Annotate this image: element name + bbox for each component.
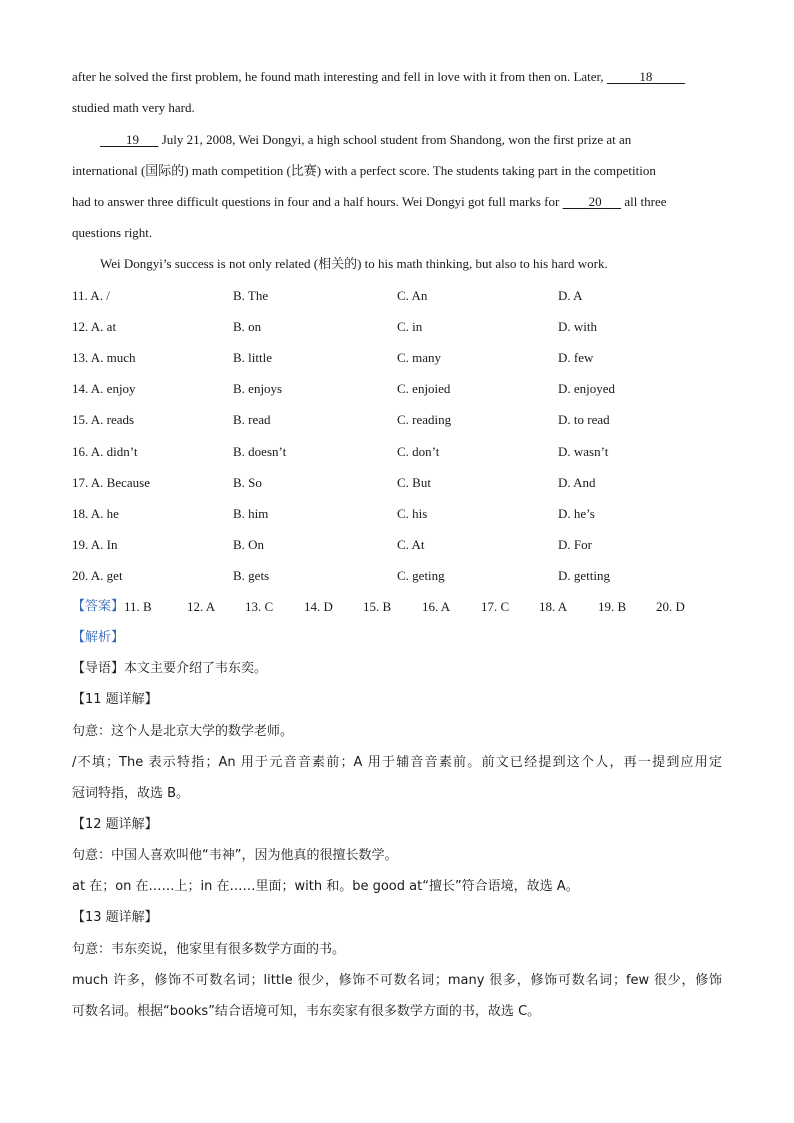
option-d: D. getting	[558, 568, 610, 583]
passage-text: had to answer three difficult questions in four and a half hours. Wei Dongyi got full marks for	[72, 194, 563, 209]
answer-label: 【答案】	[72, 599, 125, 614]
q13-explanation: much 许多，修饰不可数名词；little 很少，修饰不可数名词；many 很多，修饰可数名词；few 很少，修饰	[72, 973, 722, 988]
option-row-11	[72, 287, 732, 305]
option-a: 12. A. at	[72, 319, 117, 334]
passage-line: Wei Dongyi’s success is not only related (相关的) to his math thinking, but also to his hard work.	[100, 256, 608, 271]
q13-explanation: 可数名词。根据“books”结合语境可知，韦东奕家有很多数学方面的书，故选 C。	[72, 1004, 541, 1019]
option-d: D. few	[558, 350, 594, 365]
blank-19: 19	[126, 132, 139, 147]
option-b: B. The	[233, 288, 269, 303]
option-c: C. geting	[397, 568, 445, 583]
option-b: B. him	[233, 506, 269, 521]
answer-item: 13. C	[245, 599, 274, 614]
blank-18: 18	[639, 69, 653, 84]
option-row-18	[72, 505, 732, 523]
option-d: D. A	[558, 288, 583, 303]
option-row-12	[72, 318, 732, 336]
option-row-14	[72, 380, 732, 398]
q13-title: 【13 题详解】	[72, 910, 158, 925]
q11-meaning: 句意：这个人是北京大学的数学老师。	[72, 724, 294, 739]
option-a: 17. A. Because	[72, 475, 150, 490]
option-d: D. For	[558, 537, 592, 552]
option-row-17	[72, 474, 732, 492]
option-d: D. wasn’t	[558, 444, 609, 459]
option-b: B. little	[233, 350, 272, 365]
intro-tag: 【导语】	[72, 661, 125, 676]
option-d: D. with	[558, 319, 597, 334]
option-row-15	[72, 411, 732, 429]
option-row-20	[72, 567, 732, 585]
option-c: C. reading	[397, 412, 452, 427]
answer-item: 11. B	[124, 599, 152, 614]
option-row-16	[72, 443, 732, 461]
q12-explanation: at 在；on 在……上；in 在……里面；with 和。be good at“擅长”符合语境，故选 A。	[72, 879, 579, 894]
answer-item: 16. A	[422, 599, 451, 614]
q13-meaning: 句意：韦东奕说，他家里有很多数学方面的书。	[72, 942, 346, 957]
passage-line: studied math very hard.	[72, 100, 195, 115]
option-b: B. gets	[233, 568, 270, 583]
option-a: 15. A. reads	[72, 412, 135, 427]
option-a: 18. A. he	[72, 506, 119, 521]
option-b: B. read	[233, 412, 271, 427]
option-b: B. enjoys	[233, 381, 283, 396]
q12-meaning: 句意：中国人喜欢叫他“韦神”，因为他真的很擅长数学。	[72, 848, 398, 863]
option-d: D. he’s	[558, 506, 595, 521]
option-d: D. And	[558, 475, 596, 490]
option-a: 20. A. get	[72, 568, 123, 583]
option-a: 16. A. didn’t	[72, 444, 138, 459]
intro-text: 本文主要介绍了韦东奕。	[124, 661, 268, 676]
q11-explanation: 冠词特指，故选 B。	[72, 786, 190, 801]
blank-20: 20	[588, 194, 602, 209]
option-c: C. his	[397, 506, 428, 521]
option-c: C. in	[397, 319, 423, 334]
passage-text: all three	[621, 194, 667, 209]
q11-title: 【11 题详解】	[72, 692, 158, 707]
intro-line	[72, 660, 267, 678]
q11-explanation: /不填；The 表示特指；An 用于元音音素前；A 用于辅音音素前。前文已经提到这个人，再一提到应用定	[72, 755, 722, 770]
option-c: C. An	[397, 288, 428, 303]
answer-item: 14. D	[304, 599, 333, 614]
option-b: B. On	[233, 537, 265, 552]
answer-item: 12. A	[187, 599, 216, 614]
passage-text: after he solved the first problem, he found math interesting and fell in love with it from then on. Later,	[72, 69, 607, 84]
option-d: D. enjoyed	[558, 381, 616, 396]
answer-item: 20. D	[656, 599, 685, 614]
passage-line	[72, 68, 685, 86]
passage-line	[100, 131, 631, 149]
option-b: B. So	[233, 475, 262, 490]
option-a: 13. A. much	[72, 350, 136, 365]
answer-item: 15. B	[363, 599, 392, 614]
option-c: C. At	[397, 537, 425, 552]
q12-title: 【12 题详解】	[72, 817, 158, 832]
passage-text: July 21, 2008, Wei Dongyi, a high school student from Shandong, won the first prize at an	[158, 132, 632, 147]
passage-line: international (国际的) math competition (比赛) with a perfect score. The students taking part in the competition	[72, 163, 656, 178]
option-c: C. many	[397, 350, 442, 365]
option-d: D. to read	[558, 412, 610, 427]
answer-item: 17. C	[481, 599, 510, 614]
answer-item: 18. A	[539, 599, 568, 614]
option-c: C. But	[397, 475, 431, 490]
passage-line	[72, 193, 667, 211]
option-row-19	[72, 536, 732, 554]
option-b: B. on	[233, 319, 262, 334]
option-b: B. doesn’t	[233, 444, 287, 459]
option-a: 11. A. /	[72, 288, 110, 303]
passage-line: questions right.	[72, 225, 153, 240]
option-c: C. don’t	[397, 444, 440, 459]
option-a: 19. A. In	[72, 537, 118, 552]
answer-item: 19. B	[598, 599, 627, 614]
option-row-13	[72, 349, 732, 367]
answer-row	[72, 598, 732, 616]
option-c: C. enjoied	[397, 381, 451, 396]
option-a: 14. A. enjoy	[72, 381, 136, 396]
analysis-label: 【解析】	[72, 630, 125, 645]
